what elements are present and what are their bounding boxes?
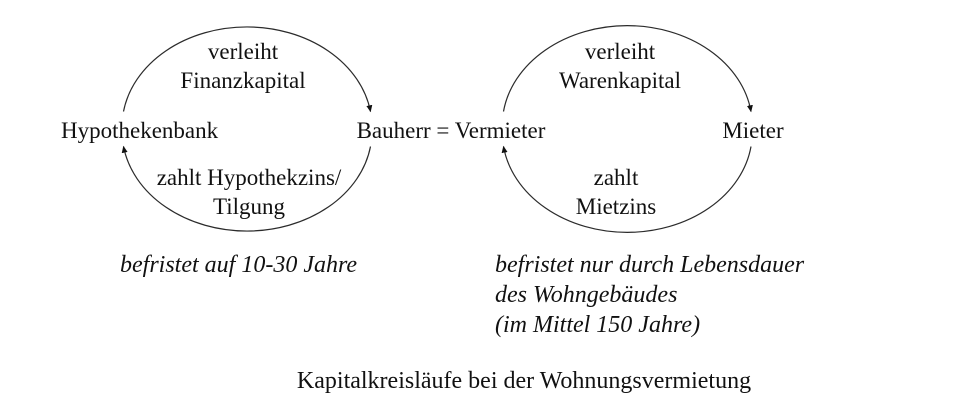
right-cycle-bottom-flow-label bbox=[576, 163, 657, 221]
left-bottom-flow-line2: Tilgung bbox=[212, 194, 286, 219]
right-bottom-flow-line1: zahlt bbox=[593, 165, 639, 190]
left-cycle-top-flow-label bbox=[180, 37, 305, 95]
right-note-line2: des Wohngebäudes bbox=[495, 282, 678, 308]
right-cycle-top-flow-label bbox=[559, 37, 681, 95]
tenant-node: Mieter bbox=[722, 118, 784, 143]
left-note-line1: befristet auf 10-30 Jahre bbox=[120, 252, 358, 278]
right-note-line1: befristet nur durch Lebensdauer bbox=[495, 252, 805, 278]
left-cycle-bottom-flow-label bbox=[157, 163, 342, 221]
left-top-flow-line2: Finanzkapital bbox=[180, 68, 306, 93]
diagram-caption: Kapitalkreisläufe bei der Wohnungsvermietung bbox=[296, 368, 752, 394]
right-cycle-duration-note bbox=[495, 250, 804, 340]
right-top-flow-line2: Warenkapital bbox=[558, 68, 682, 93]
left-top-flow-line1: verleiht bbox=[207, 39, 279, 64]
bank-node: Hypothekenbank bbox=[61, 118, 219, 143]
right-note-line3: (im Mittel 150 Jahre) bbox=[495, 312, 701, 338]
left-cycle-duration-note bbox=[120, 250, 357, 280]
builder-landlord-node: Bauherr = Vermieter bbox=[356, 118, 546, 143]
left-bottom-flow-line1: zahlt Hypothekzins/ bbox=[156, 165, 342, 190]
right-top-flow-line1: verleiht bbox=[584, 39, 656, 64]
right-bottom-flow-line2: Mietzins bbox=[575, 194, 657, 219]
